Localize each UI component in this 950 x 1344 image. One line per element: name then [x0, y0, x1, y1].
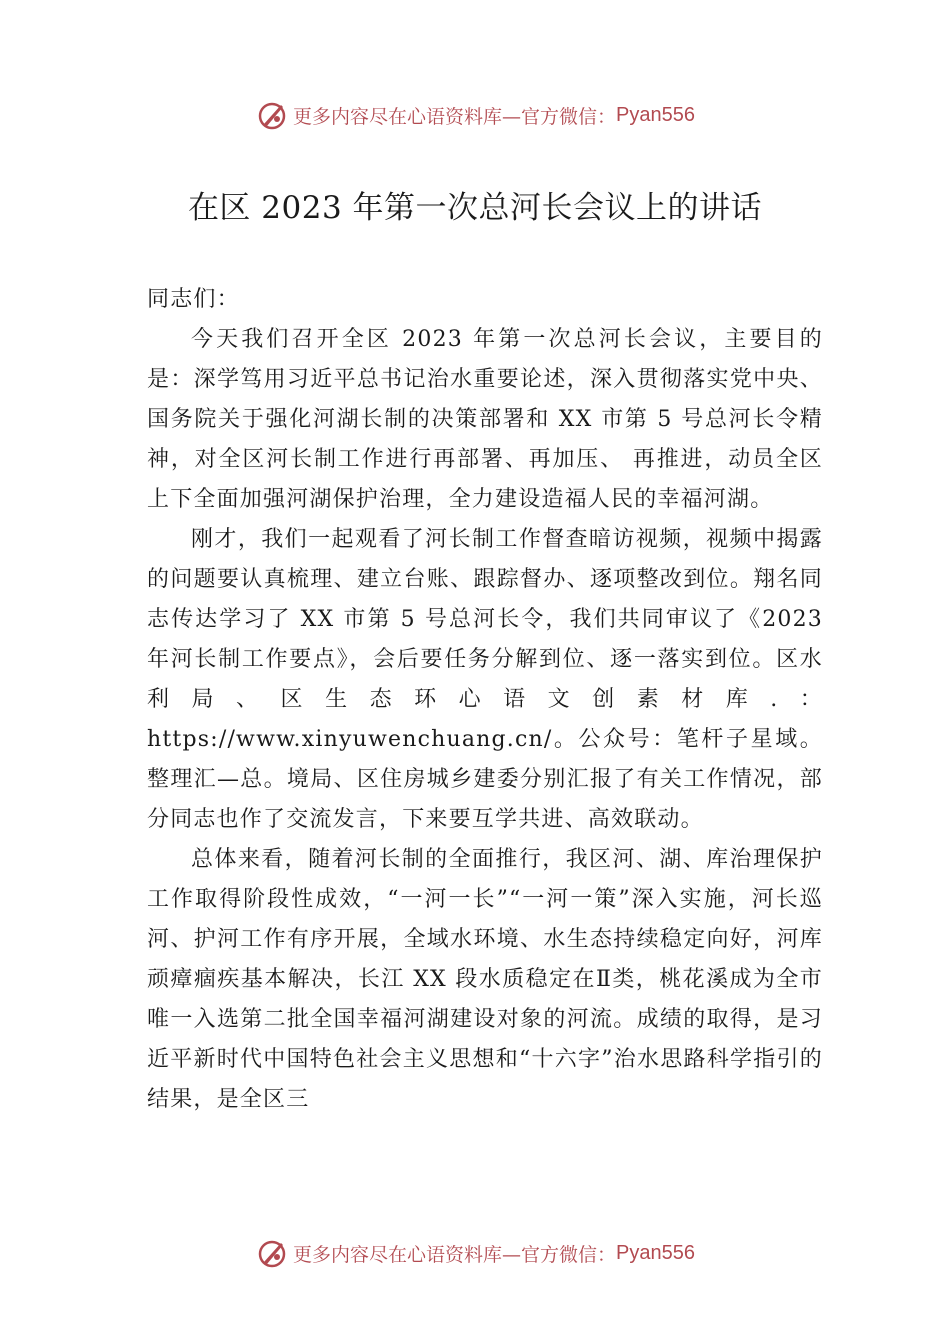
brush-seal-icon	[255, 98, 289, 132]
watermark-account: Pyan556	[616, 1241, 695, 1264]
document-title: 在区 2023 年第一次总河长会议上的讲话	[187, 190, 763, 226]
paragraph-1: 今天我们召开全区 2023 年第一次总河长会议，主要目的是：深学笃用习近平总书记治水重要论述，深入贯彻落实党中央、国务院关于强化河湖长制的决策部署和 XX 市第 5 号总河长令精神，对全区河长制工作进行再部署、再加压、 再推进，动员全区上下全面加强河湖保护治理，全力建设造福人民的幸福河湖。	[147, 327, 823, 512]
paragraph-2: 刚才，我们一起观看了河长制工作督查暗访视频，视频中揭露的问题要认真梳理、建立台账、跟踪督办、逐项整改到位。翔名同志传达学习了 XX 市第 5 号总河长令，我们共同审议了《2023 年河长制工作要点》，会后要任务分解到位、逐一落实到位。区水利局、区生态环心语文创素材库.：https://www.xinyuwenchuang.cn/。公众号：笔杆子星域。整理汇—总。境局、区住房城乡建委分别汇报了有关工作情况，部分同志也作了交流发言，下来要互学共进、高效联动。	[147, 527, 823, 832]
watermark-text: 更多内容尽在心语资料库—官方微信：	[293, 105, 617, 128]
brush-seal-icon	[255, 1236, 289, 1270]
footer-watermark	[0, 1233, 950, 1273]
paragraph-3: 总体来看，随着河长制的全面推行，我区河、湖、库治理保护工作取得阶段性成效，“一河一长”“一河一策”深入实施，河长巡河、护河工作有序开展，全域水环境、水生态持续稳定向好，河库顽瘴痼疾基本解决，长江 XX 段水质稳定在Ⅱ类，桃花溪成为全市唯一入选第二批全国幸福河湖建设对象的河流。成绩的取得，是习近平新时代中国特色社会主义思想和“十六字”治水思路科学指引的结果，是全区三	[147, 847, 823, 1112]
watermark-account: Pyan556	[616, 103, 695, 126]
watermark-text: 更多内容尽在心语资料库—官方微信：	[293, 1243, 617, 1266]
salutation: 同志们：	[147, 287, 240, 312]
document-body	[147, 280, 823, 1120]
header-watermark	[0, 95, 950, 135]
